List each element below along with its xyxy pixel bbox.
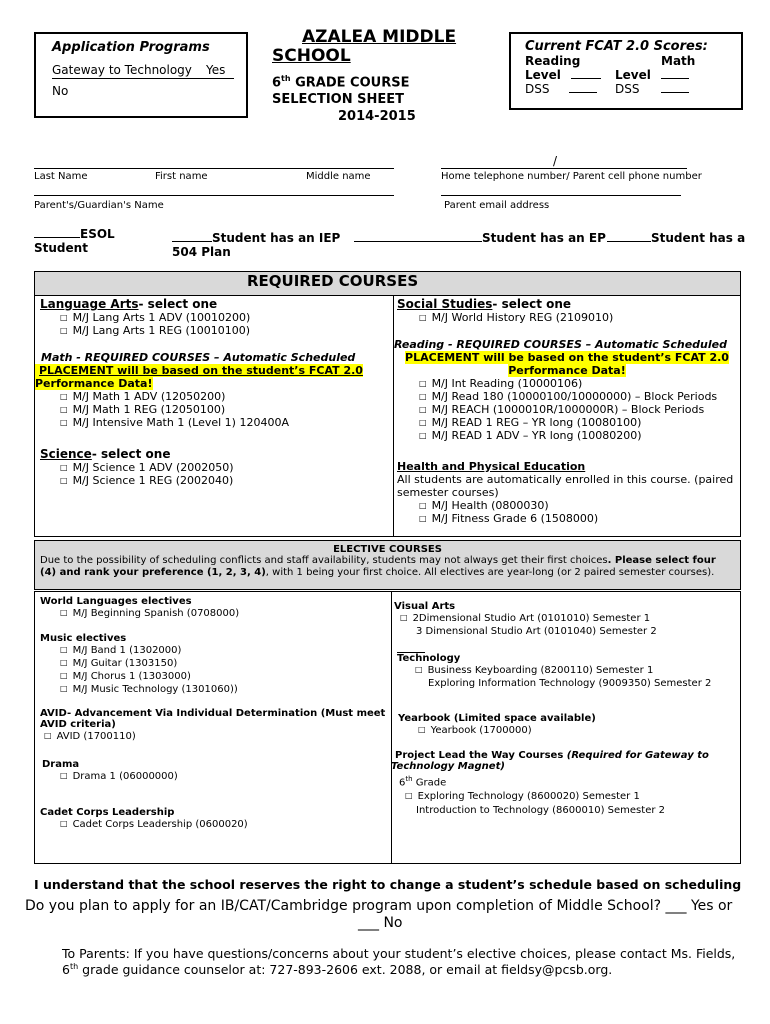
- fcat-math-level[interactable]: Level: [615, 68, 689, 82]
- ib-program-question[interactable]: Do you plan to apply for an IB/CAT/Cambridge program upon completion of Middle School? ___ Yes or: [25, 898, 733, 914]
- course-checkbox[interactable]: □ 2Dimensional Studio Art (0101010) Semester 1: [400, 612, 657, 625]
- world-languages-section: [40, 596, 239, 620]
- social-studies-title: Social Studies: [397, 297, 493, 311]
- course-checkbox[interactable]: □ M/J Science 1 REG (2002040): [60, 474, 234, 487]
- email-line[interactable]: [441, 195, 681, 196]
- guardian-line[interactable]: [34, 195, 394, 196]
- course-checkbox[interactable]: □ M/J Math 1 ADV (12050200): [60, 390, 391, 403]
- social-studies-section: Social Studies- select one □ M/J World History REG (2109010): [397, 297, 613, 324]
- course-checkbox[interactable]: □ M/J Intensive Math 1 (Level 1) 120400A: [60, 416, 391, 429]
- pltw-title: Project Lead the Way Courses (Required for Gateway to: [395, 750, 709, 761]
- fcat-reading-level[interactable]: Level: [525, 68, 601, 82]
- fcat-title: Current FCAT 2.0 Scores:: [525, 39, 708, 54]
- gateway-yes: Yes: [206, 63, 226, 77]
- course-checkbox[interactable]: □ M/J Lang Arts 1 ADV (10010200): [60, 311, 250, 324]
- course-checkbox[interactable]: □ M/J World History REG (2109010): [419, 311, 613, 324]
- course-checkbox[interactable]: □ M/J Read 180 (10000100/10000000) – Block Periods: [419, 390, 740, 403]
- math-section: [35, 351, 391, 429]
- ep-checkbox[interactable]: Student has an EP: [354, 231, 606, 245]
- science-section: Science- select one □ M/J Science 1 ADV (2002050) □ M/J Science 1 REG (2002040): [40, 447, 234, 487]
- school-title-block: [272, 28, 482, 125]
- gateway-option[interactable]: [52, 63, 234, 79]
- music-section: [40, 633, 238, 696]
- elective-description-2: (4) and rank your preference (1, 2, 3, 4), with 1 being your first choice. All electives are year-long (or 2 paired semester courses).: [40, 567, 715, 578]
- course-option[interactable]: Exploring Information Technology (9009350) Semester 2: [428, 678, 712, 689]
- elective-header-title: ELECTIVE COURSES: [333, 544, 442, 555]
- fcat-reading-dss[interactable]: DSS: [525, 82, 597, 96]
- last-name-label: Last Name: [34, 171, 88, 182]
- course-checkbox[interactable]: □ Exploring Technology (8600020) Semester 1: [405, 790, 741, 803]
- schedule-change-notice: I understand that the school reserves the right to change a student’s schedule based on scheduling: [34, 877, 742, 892]
- guardian-label: Parent's/Guardian's Name: [34, 200, 164, 211]
- course-checkbox[interactable]: □ M/J Beginning Spanish (0708000): [60, 607, 239, 620]
- course-option[interactable]: Introduction to Technology (8600010) Semester 2: [416, 805, 665, 817]
- health-pe-title: Health and Physical Education: [397, 460, 586, 473]
- visual-arts-title: Visual Arts: [394, 601, 456, 612]
- course-checkbox[interactable]: □ M/J Health (0800030): [419, 499, 739, 512]
- school-year: 2014-2015: [338, 109, 416, 125]
- ib-program-no[interactable]: ___ No: [358, 915, 403, 931]
- course-checkbox[interactable]: □ M/J REACH (1000010R/1000000R) – Block Periods: [419, 403, 740, 416]
- course-checkbox[interactable]: □ M/J Lang Arts 1 REG (10010100): [60, 324, 250, 337]
- language-arts-title: Language Arts: [40, 297, 139, 311]
- technology-section: [397, 648, 711, 690]
- math-placement-note: PLACEMENT will be based on the student’s FCAT 2.0: [35, 364, 363, 377]
- course-checkbox[interactable]: □ M/J Chorus 1 (1303000): [60, 670, 238, 683]
- phone-line[interactable]: [441, 168, 687, 169]
- drama-section: [42, 759, 178, 783]
- pltw-section: [391, 750, 741, 818]
- health-pe-section: [397, 460, 739, 525]
- world-languages-title: World Languages electives: [40, 596, 192, 607]
- course-checkbox[interactable]: □ M/J Guitar (1303150): [60, 657, 238, 670]
- reading-placement-note-2: Performance Data!: [508, 364, 626, 377]
- elective-courses-table: [34, 591, 741, 864]
- elective-divider: [391, 592, 392, 863]
- course-option[interactable]: 3 Dimensional Studio Art (0101040) Semester 2: [416, 626, 657, 637]
- cadet-corps-title: Cadet Corps Leadership: [40, 807, 175, 818]
- reading-title: Reading - REQUIRED COURSES – Automatic Scheduled: [394, 338, 727, 351]
- avid-title: AVID- Advancement Via Individual Determination (Must meet: [40, 708, 386, 719]
- reading-section: [394, 338, 740, 442]
- health-note-2: semester courses): [397, 486, 499, 499]
- middle-name-label: Middle name: [306, 171, 371, 182]
- music-title: Music electives: [40, 633, 127, 644]
- elective-description: Due to the possibility of scheduling conflicts and staff availability, students may not always get their first choices. Please select four: [40, 555, 716, 566]
- course-checkbox[interactable]: □ Drama 1 (06000000): [60, 770, 178, 783]
- technology-title: Technology: [397, 653, 461, 664]
- science-title: Science: [40, 447, 92, 461]
- visual-arts-section: [394, 601, 657, 639]
- selection-sheet-heading: SELECTION SHEET: [272, 92, 404, 108]
- fcat-math-dss[interactable]: DSS: [615, 82, 689, 96]
- course-checkbox[interactable]: □ M/J Int Reading (10000106): [419, 377, 740, 390]
- phone-label: Home telephone number/ Parent cell phone number: [441, 171, 702, 182]
- gateway-no[interactable]: No: [52, 84, 69, 98]
- course-checkbox[interactable]: □ M/J Science 1 ADV (2002050): [60, 461, 234, 474]
- course-checkbox[interactable]: □ M/J Band 1 (1302000): [60, 644, 238, 657]
- course-checkbox[interactable]: □ M/J READ 1 ADV – YR long (10080200): [419, 429, 740, 442]
- gateway-label: Gateway to Technology: [52, 63, 192, 77]
- school-name: AZALEA MIDDLE SCHOOL: [272, 27, 457, 66]
- parents-contact-note: To Parents: If you have questions/concerns about your student’s elective choices, please contact Ms. Fields,: [62, 946, 736, 961]
- course-checkbox[interactable]: □ Business Keyboarding (8200110) Semester 1: [415, 664, 711, 677]
- cadet-corps-section: [40, 807, 248, 831]
- application-programs-title: Application Programs: [52, 40, 210, 55]
- course-checkbox[interactable]: □ AVID (1700110): [44, 730, 385, 743]
- course-checkbox[interactable]: □ Yearbook (1700000): [418, 724, 596, 737]
- course-checkbox[interactable]: □ M/J Music Technology (1301060)): [60, 683, 238, 696]
- pltw-note: Technology Magnet): [391, 761, 505, 772]
- pltw-grade: 6th Grade: [399, 775, 447, 789]
- parents-contact-note-2: 6th grade guidance counselor at: 727-893-2606 ext. 2088, or email at fieldsy@pcsb.org.: [62, 962, 613, 978]
- drama-title: Drama: [42, 759, 80, 770]
- course-checkbox[interactable]: □ M/J Math 1 REG (12050100): [60, 403, 391, 416]
- reading-placement-note: PLACEMENT will be based on the student’s FCAT 2.0: [405, 351, 729, 364]
- required-header: [35, 272, 740, 296]
- first-name-label: First name: [155, 171, 208, 182]
- 504-plan-checkbox[interactable]: Student has a: [607, 231, 745, 245]
- phone-slash: /: [553, 154, 558, 168]
- math-title: Math - REQUIRED COURSES – Automatic Scheduled: [41, 351, 356, 364]
- language-arts-section: Language Arts- select one □ M/J Lang Arts 1 ADV (10010200) □ M/J Lang Arts 1 REG (10010100): [40, 297, 250, 337]
- student-name-line[interactable]: [34, 168, 394, 169]
- avid-section: [40, 708, 385, 743]
- required-courses-table: [34, 271, 741, 537]
- fcat-math-label: Math: [661, 54, 696, 68]
- esol-checkbox[interactable]: ESOL Student: [34, 227, 115, 255]
- yearbook-section: [398, 713, 596, 737]
- health-note: All students are automatically enrolled in this course. (paired: [397, 473, 734, 486]
- course-checkbox[interactable]: □ Cadet Corps Leadership (0600020): [60, 818, 248, 831]
- yearbook-title: Yearbook (Limited space available): [398, 713, 596, 724]
- iep-checkbox[interactable]: Student has an IEP 504 Plan: [172, 231, 341, 259]
- required-header-title: REQUIRED COURSES: [247, 272, 419, 290]
- fcat-scores-box: [509, 32, 743, 110]
- fcat-reading-label: Reading: [525, 54, 581, 68]
- elective-header: [34, 540, 741, 590]
- course-checkbox[interactable]: □ M/J READ 1 REG – YR long (10080100): [419, 416, 740, 429]
- grade-course-heading: 6th GRADE COURSE: [272, 74, 410, 91]
- email-label: Parent email address: [444, 200, 550, 211]
- math-placement-note-2: Performance Data!: [35, 377, 153, 390]
- avid-title-2: AVID criteria): [40, 719, 116, 730]
- application-programs-box: [34, 32, 248, 118]
- course-checkbox[interactable]: □ M/J Fitness Grade 6 (1508000): [419, 512, 739, 525]
